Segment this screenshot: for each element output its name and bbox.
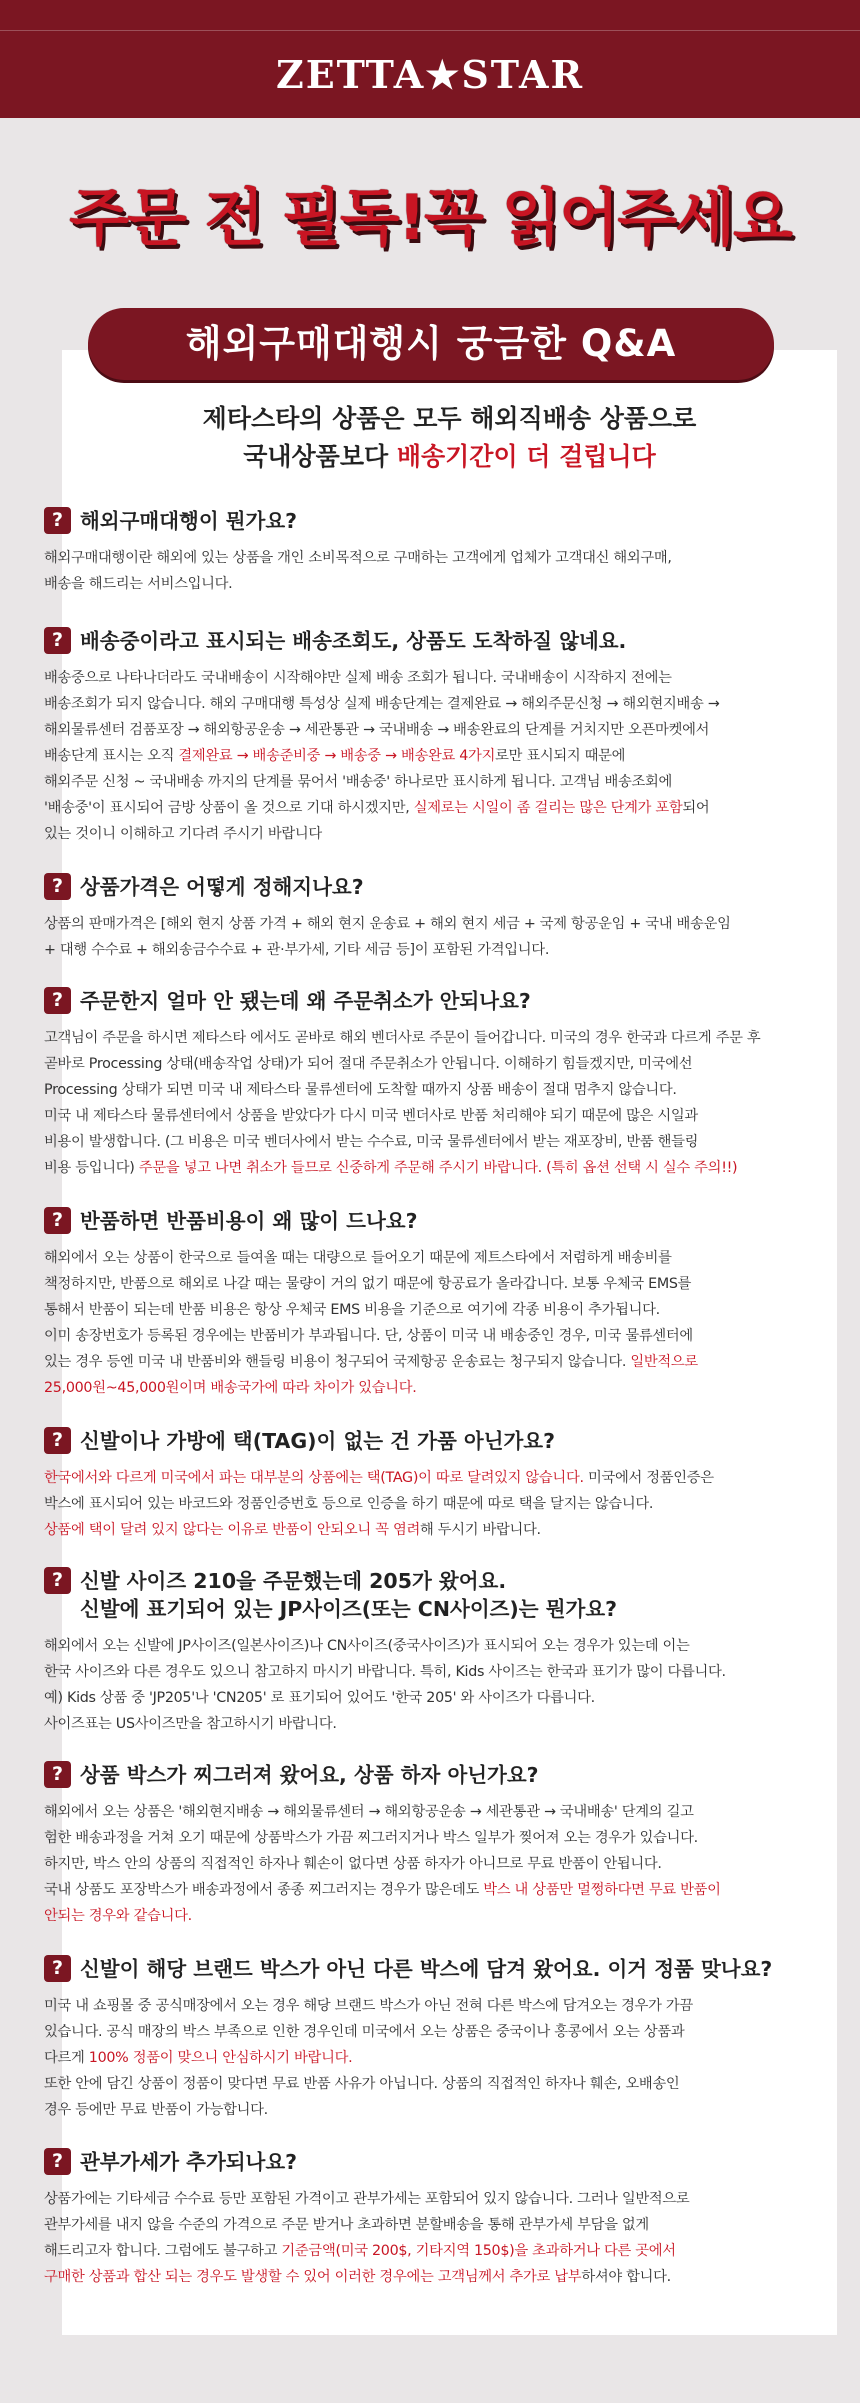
- answer-highlight: 상품에 택이 달려 있지 않다는 이유로 반품이 안되오니 꼭 염려: [44, 1522, 420, 1538]
- answer-highlight: 25,000원~45,000원이며 배송국가에 따라 차이가 있습니다.: [44, 1380, 417, 1396]
- answer-line: [44, 795, 824, 821]
- question-text: 주문한지 얼마 안 됐는데 왜 주문취소가 안되나요?: [80, 989, 531, 1013]
- question-title: [44, 873, 824, 901]
- answer-segment: 로만 표시되지 때문에: [495, 748, 626, 764]
- question-title: [44, 507, 824, 535]
- answer-highlight: 구매한 상품과 합산 되는 경우도 발생할 수 있어 이러한 경우에는 고객님께서 추가로 납부: [44, 2269, 582, 2285]
- answer-segment: 상품가에는 기타세금 수수료 등만 포함된 가격이고 관부가세는 포함되어 있지 않습니다. 그러나 일반적으로: [44, 2191, 690, 2207]
- question-mark-icon: ?: [44, 1955, 71, 1982]
- qa-item-3: [44, 873, 824, 963]
- question-mark-icon: ?: [44, 1761, 71, 1788]
- answer-line: [44, 769, 824, 795]
- answer-line: [44, 1517, 824, 1543]
- answer-segment: 배송을 해드리는 서비스입니다.: [44, 576, 233, 592]
- answer-line: [44, 545, 824, 571]
- answer-line: [44, 2071, 824, 2097]
- question-mark-icon: ?: [44, 1567, 71, 1594]
- intro-line-2-prefix: 국내상품보다: [243, 442, 397, 471]
- answer-segment: 관부가세를 내지 않을 수준의 가격으로 주문 받거나 초과하면 분할배송을 통해 관부가세 부담을 없게: [44, 2217, 649, 2233]
- answer-segment: 해외물류센터 검품포장 → 해외항공운송 → 세관통관 → 국내배송 → 배송완료의 단계를 거치지만 오픈마켓에서: [44, 722, 710, 738]
- answer-segment: 미국 내 쇼핑몰 중 공식매장에서 오는 경우 해당 브랜드 박스가 아닌 전혀 다른 박스에 담겨오는 경우가 가끔: [44, 1998, 693, 2014]
- qa-item-10: [44, 2148, 824, 2290]
- answer-line: [44, 1271, 824, 1297]
- answer-segment: 있는 것이니 이해하고 기다려 주시기 바랍니다: [44, 826, 322, 842]
- intro-notice: [62, 400, 837, 476]
- intro-line-2-highlight: 배송기간이 더 걸립니다: [396, 442, 656, 471]
- answer-line: [44, 1245, 824, 1271]
- divider: [0, 30, 860, 31]
- qa-banner: 해외구매대행시 궁금한 Q&A: [88, 308, 774, 380]
- question-mark-icon: ?: [44, 507, 71, 534]
- answer-segment: + 대행 수수료 + 해외송금수수료 + 관·부가세, 기타 세금 등]이 포함된 가격입니다.: [44, 942, 550, 958]
- answer-line: [44, 1155, 824, 1181]
- answer-text: [44, 2186, 824, 2290]
- answer-highlight: 박스 내 상품만 멀쩡하다면 무료 반품이: [483, 1882, 721, 1898]
- brand-logo: ZETTA★STAR: [275, 52, 585, 97]
- question-title: [44, 1207, 824, 1235]
- answer-highlight: 한국에서와 다르게 미국에서 파는 대부분의 상품에는 택(TAG)이 따로 달려있지 않습니다.: [44, 1470, 584, 1486]
- answer-segment: Processing 상태가 되면 미국 내 제타스타 물류센터에 도착할 때까지 상품 배송이 절대 멈추지 않습니다.: [44, 1082, 677, 1098]
- answer-line: [44, 1077, 824, 1103]
- answer-text: [44, 545, 824, 597]
- answer-text: [44, 1633, 824, 1737]
- answer-highlight: 결제완료 → 배송준비중 → 배송중 → 배송완료 4가지: [178, 748, 496, 764]
- qa-item-9: [44, 1955, 824, 2123]
- answer-line: [44, 821, 824, 847]
- answer-segment: 다르게: [44, 2050, 89, 2066]
- answer-segment: 미국에서 정품인증은: [583, 1470, 714, 1486]
- question-title: [44, 987, 824, 1015]
- answer-line: [44, 1685, 824, 1711]
- qa-item-6: [44, 1427, 824, 1543]
- answer-text: [44, 1025, 824, 1181]
- question-mark-icon: ?: [44, 1427, 71, 1454]
- answer-text: [44, 1993, 824, 2123]
- answer-segment: 한국 사이즈와 다른 경우도 있으니 참고하지 마시기 바랍니다. 특히, Kids 사이즈는 한국과 표기가 많이 다릅니다.: [44, 1664, 726, 1680]
- question-text: 신발이나 가방에 택(TAG)이 없는 건 가품 아닌가요?: [80, 1429, 555, 1453]
- question-text-2: 신발에 표기되어 있는 JP사이즈(또는 CN사이즈)는 뭔가요?: [80, 1597, 618, 1621]
- answer-segment: 책정하지만, 반품으로 해외로 나갈 때는 물량이 거의 없기 때문에 항공료가 올라갑니다. 보통 우체국 EMS를: [44, 1276, 692, 1292]
- intro-line-1: 제타스타의 상품은 모두 해외직배송 상품으로: [202, 404, 697, 433]
- question-title: [44, 2148, 824, 2176]
- qa-item-8: [44, 1761, 824, 1929]
- answer-segment: 해외구매대행이란 해외에 있는 상품을 개인 소비목적으로 구매하는 고객에게 업체가 고객대신 해외구매,: [44, 550, 672, 566]
- answer-line: [44, 1825, 824, 1851]
- answer-segment: 해외에서 오는 상품은 '해외현지배송 → 해외물류센터 → 해외항공운송 → 세관통관 → 국내배송' 단계의 길고: [44, 1804, 694, 1820]
- qa-item-1: [44, 507, 824, 597]
- answer-line: [44, 937, 824, 963]
- answer-line: [44, 1659, 824, 1685]
- answer-line: [44, 691, 824, 717]
- answer-line: [44, 1851, 824, 1877]
- answer-segment: '배송중'이 표시되어 금방 상품이 올 것으로 기대 하시겠지만,: [44, 800, 414, 816]
- answer-segment: 고객님이 주문을 하시면 제타스타 에서도 곧바로 해외 벤더사로 주문이 들어갑니다. 미국의 경우 한국과 다르게 주문 후: [44, 1030, 761, 1046]
- answer-line: [44, 1711, 824, 1737]
- answer-segment: 해외주문 신청 ~ 국내배송 까지의 단계를 묶어서 '배송중' 하나로만 표시하게 됩니다. 고객님 배송조회에: [44, 774, 673, 790]
- intro-line-2: [62, 438, 837, 476]
- answer-highlight: 일반적으로: [630, 1354, 698, 1370]
- answer-line: [44, 571, 824, 597]
- answer-line: [44, 1129, 824, 1155]
- answer-segment: 하셔야 합니다.: [581, 2269, 671, 2285]
- answer-segment: 해 두시기 바랍니다.: [419, 1522, 541, 1538]
- answer-line: [44, 743, 824, 769]
- question-mark-icon: ?: [44, 987, 71, 1014]
- answer-line: [44, 1491, 824, 1517]
- question-title: [44, 1427, 824, 1455]
- answer-segment: 비용이 발생합니다. (그 비용은 미국 벤더사에서 받는 수수료, 미국 물류센터에서 받는 재포장비, 반품 핸들링: [44, 1134, 699, 1150]
- answer-line: [44, 1297, 824, 1323]
- question-text: 상품가격은 어떻게 정해지나요?: [80, 875, 364, 899]
- answer-text: [44, 1245, 824, 1401]
- question-title: [44, 1567, 824, 1623]
- answer-line: [44, 1025, 824, 1051]
- question-title: [44, 627, 824, 655]
- answer-line: [44, 2019, 824, 2045]
- qa-item-7: [44, 1567, 824, 1737]
- answer-segment: 상품의 판매가격은 [해외 현지 상품 가격 + 해외 현지 운송료 + 해외 현지 세금 + 국제 항공운임 + 국내 배송운임: [44, 916, 731, 932]
- answer-text: [44, 1799, 824, 1929]
- answer-line: [44, 1877, 824, 1903]
- question-text: 반품하면 반품비용이 왜 많이 드나요?: [80, 1209, 418, 1233]
- answer-segment: 배송조회가 되지 않습니다. 해외 구매대행 특성상 실제 배송단계는 결제완료 → 해외주문신청 → 해외현지배송 →: [44, 696, 720, 712]
- answer-line: [44, 1903, 824, 1929]
- answer-line: [44, 2264, 824, 2290]
- answer-text: [44, 665, 824, 847]
- answer-highlight: 안되는 경우와 같습니다.: [44, 1908, 192, 1924]
- answer-highlight: 주문을 넣고 나면 취소가 들므로 신중하게 주문해 주시기 바랍니다. (특히 옵션 선택 시 실수 주의!!): [138, 1160, 738, 1176]
- page-headline: 주문 전 필독!꼭 읽어주세요: [69, 181, 791, 254]
- question-text: 신발 사이즈 210을 주문했는데 205가 왔어요.: [80, 1569, 507, 1593]
- question-title: [44, 1761, 824, 1789]
- answer-line: [44, 717, 824, 743]
- top-banner: [0, 0, 860, 118]
- answer-segment: 곧바로 Processing 상태(배송작업 상태)가 되어 절대 주문취소가 안됩니다. 이해하기 힘들겠지만, 미국에선: [44, 1056, 693, 1072]
- answer-text: [44, 1465, 824, 1543]
- question-mark-icon: ?: [44, 2148, 71, 2175]
- answer-line: [44, 2212, 824, 2238]
- answer-line: [44, 1799, 824, 1825]
- answer-segment: 되어: [682, 800, 710, 816]
- answer-segment: 비용 등입니다): [44, 1160, 139, 1176]
- answer-line: [44, 1375, 824, 1401]
- question-text: 상품 박스가 찌그러져 왔어요, 상품 하자 아닌가요?: [80, 1763, 539, 1787]
- question-mark-icon: ?: [44, 873, 71, 900]
- answer-line: [44, 1993, 824, 2019]
- answer-line: [44, 911, 824, 937]
- answer-segment: 배송단계 표시는 오직: [44, 748, 179, 764]
- answer-segment: 이미 송장번호가 등록된 경우에는 반품비가 부과됩니다. 단, 상품이 미국 내 배송중인 경우, 미국 물류센터에: [44, 1328, 693, 1344]
- answer-line: [44, 1051, 824, 1077]
- question-text: 신발이 해당 브랜드 박스가 아닌 다른 박스에 담겨 왔어요. 이거 정품 맞나요?: [80, 1957, 773, 1981]
- answer-segment: 예) Kids 상품 중 'JP205'나 'CN205' 로 표기되어 있어도 '한국 205' 와 사이즈가 다릅니다.: [44, 1690, 595, 1706]
- answer-line: [44, 1323, 824, 1349]
- answer-highlight: 실제로는 시일이 좀 걸리는 많은 단계가 포함: [413, 800, 683, 816]
- answer-line: [44, 2238, 824, 2264]
- answer-highlight: 100% 정품이 맞으니 안심하시기 바랍니다.: [88, 2050, 353, 2066]
- answer-text: [44, 911, 824, 963]
- question-title: [44, 1955, 824, 1983]
- answer-segment: 국내 상품도 포장박스가 배송과정에서 종종 찌그러지는 경우가 많은데도: [44, 1882, 484, 1898]
- answer-line: [44, 1349, 824, 1375]
- answer-segment: 미국 내 제타스타 물류센터에서 상품을 받았다가 다시 미국 벤더사로 반품 처리해야 되기 때문에 많은 시일과: [44, 1108, 698, 1124]
- answer-segment: 해외에서 오는 신발에 JP사이즈(일본사이즈)나 CN사이즈(중국사이즈)가 표시되어 오는 경우가 있는데 이는: [44, 1638, 690, 1654]
- answer-segment: 험한 배송과정을 거쳐 오기 때문에 상품박스가 가끔 찌그러지거나 박스 일부가 찢어져 오는 경우가 있습니다.: [44, 1830, 698, 1846]
- qa-item-4: [44, 987, 824, 1181]
- answer-segment: 박스에 표시되어 있는 바코드와 정품인증번호 등으로 인증을 하기 때문에 따로 택을 달지는 않습니다.: [44, 1496, 654, 1512]
- question-text: 관부가세가 추가되나요?: [80, 2150, 298, 2174]
- answer-segment: 사이즈표는 US사이즈만을 참고하시기 바랍니다.: [44, 1716, 337, 1732]
- question-mark-icon: ?: [44, 627, 71, 654]
- answer-line: [44, 2097, 824, 2123]
- question-text: 해외구매대행이 뭔가요?: [80, 509, 298, 533]
- question-mark-icon: ?: [44, 1207, 71, 1234]
- answer-segment: 해드리고자 합니다. 그럼에도 불구하고: [44, 2243, 282, 2259]
- answer-segment: 통해서 반품이 되는데 반품 비용은 항상 우체국 EMS 비용을 기준으로 여기에 각종 비용이 추가됩니다.: [44, 1302, 660, 1318]
- answer-line: [44, 2186, 824, 2212]
- question-text: 배송중이라고 표시되는 배송조회도, 상품도 도착하질 않네요.: [80, 629, 627, 653]
- answer-segment: 있습니다. 공식 매장의 박스 부족으로 인한 경우인데 미국에서 오는 상품은 중국이나 홍콩에서 오는 상품과: [44, 2024, 685, 2040]
- answer-line: [44, 1103, 824, 1129]
- qa-item-2: [44, 627, 824, 847]
- qa-item-5: [44, 1207, 824, 1401]
- answer-segment: 배송중으로 나타나더라도 국내배송이 시작해야만 실제 배송 조회가 됩니다. 국내배송이 시작하지 전에는: [44, 670, 672, 686]
- answer-segment: 경우 등에만 무료 반품이 가능합니다.: [44, 2102, 268, 2118]
- answer-segment: 또한 안에 담긴 상품이 정품이 맞다면 무료 반품 사유가 아닙니다. 상품의 직접적인 하자나 훼손, 오배송인: [44, 2076, 680, 2092]
- answer-segment: 하지만, 박스 안의 상품의 직접적인 하자나 훼손이 없다면 상품 하자가 아니므로 무료 반품이 안됩니다.: [44, 1856, 662, 1872]
- answer-line: [44, 2045, 824, 2071]
- answer-line: [44, 1465, 824, 1491]
- answer-segment: 있는 경우 등엔 미국 내 반품비와 핸들링 비용이 청구되어 국제항공 운송료는 청구되지 않습니다.: [44, 1354, 631, 1370]
- answer-highlight: 기준금액(미국 200$, 기타지역 150$)을 초과하거나 다른 곳에서: [281, 2243, 676, 2259]
- answer-segment: 해외에서 오는 상품이 한국으로 들여올 때는 대량으로 들어오기 때문에 제트스타에서 저렴하게 배송비를: [44, 1250, 672, 1266]
- answer-line: [44, 1633, 824, 1659]
- answer-line: [44, 665, 824, 691]
